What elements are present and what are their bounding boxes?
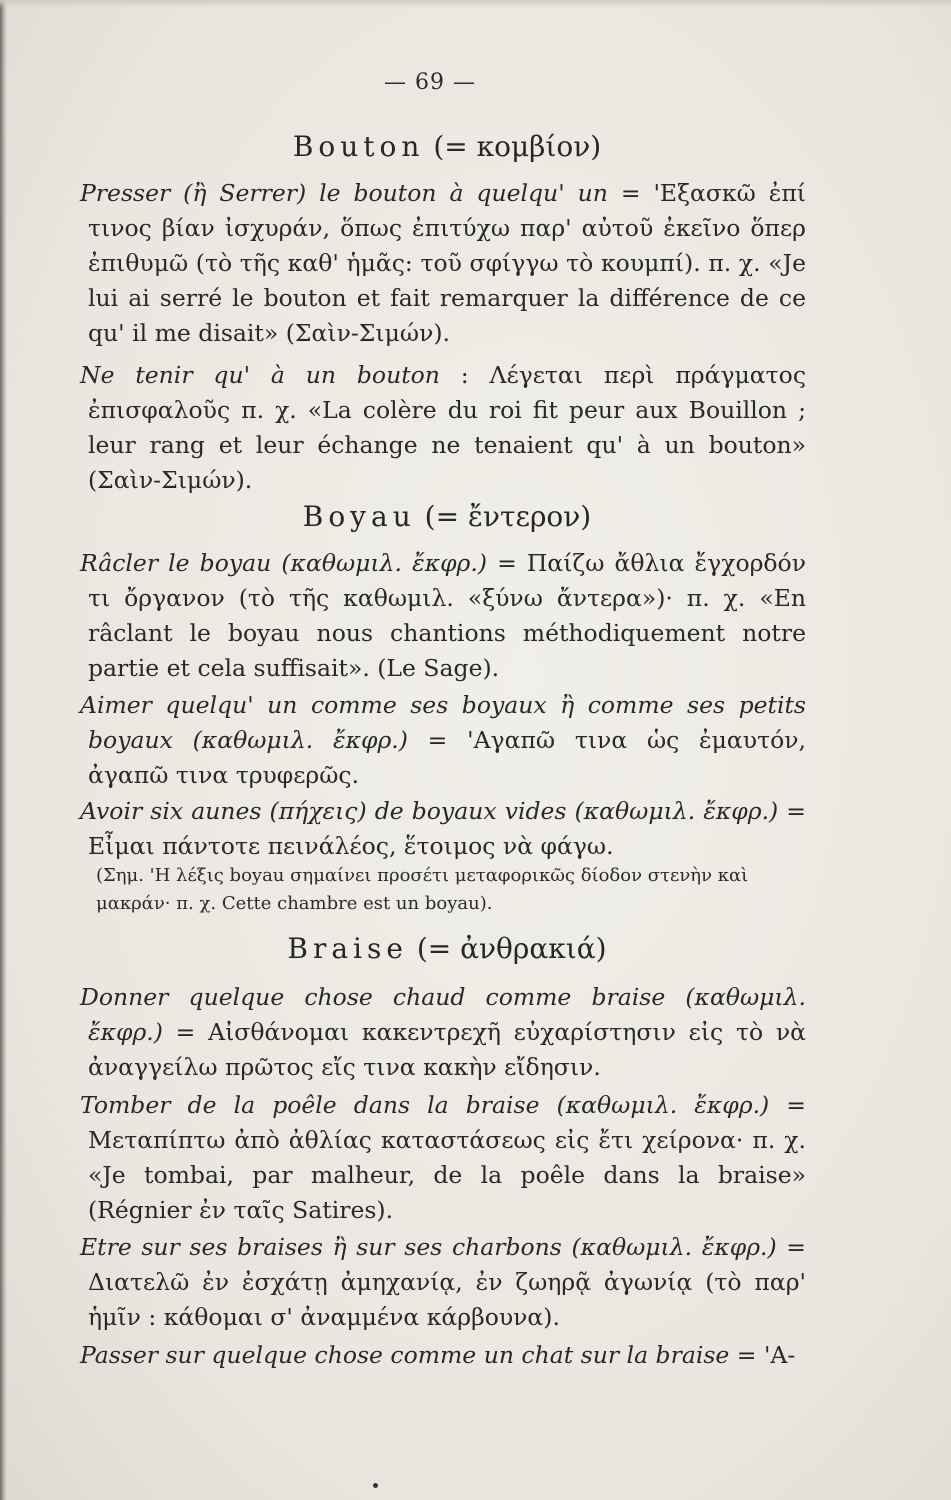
- heading-word: Boyau: [302, 500, 416, 533]
- entry-phrase: Râcler le boyau (καθωμιλ. ἔκφρ.): [80, 549, 488, 577]
- entry-body: = Μεταπίπτω ἀπὸ ἀθλίας καταστάσεως εἰς ἔτι χείρονα· π. χ. «Je tombai, par malheur, de la poêle dans la braise» (Régnier ἐν ταῖς Satires).: [88, 1091, 806, 1224]
- heading-gloss: (= κομβίον): [433, 130, 602, 163]
- page-number: — 69 —: [384, 70, 476, 95]
- heading-word: Braise: [287, 932, 408, 965]
- entry-phrase: Passer sur quelque chose comme un chat sur la braise: [80, 1341, 730, 1369]
- entry-body: = 'Α-: [729, 1341, 796, 1369]
- dictionary-entry: [80, 1338, 806, 1373]
- dictionary-entry: [80, 358, 806, 498]
- dictionary-entry: [80, 1088, 806, 1228]
- dictionary-entry: [80, 1230, 806, 1335]
- page-top-shadow: [0, 0, 951, 8]
- heading-gloss: (= ἔντερον): [424, 500, 592, 533]
- page-binding-shadow: [0, 0, 7, 1500]
- section-note: (Σημ. 'Η λέξις boyau σημαίνει προσέτι μεταφορικῶς δίοδον στενὴν καὶ μακράν· π. χ. Cette chambre est un boyau).: [96, 865, 749, 914]
- dictionary-entry: [80, 980, 806, 1085]
- section-heading-boyau: [88, 500, 806, 533]
- heading-word: Bouton: [292, 130, 425, 163]
- entry-body: = Παίζω ἄθλια ἔγχορδόν τι ὄργανον (τὸ τῆς καθωμιλ. «ξύνω ἄντερα»)· π. χ. «En râclant le boyau nous chantions méthodiquement notre partie et cela suffisait». (Le Sage).: [88, 549, 806, 682]
- entry-phrase: Donner quelque chose chaud comme braise (καθωμιλ. ἔκφρ.): [80, 983, 806, 1046]
- ink-speck: [373, 1483, 378, 1488]
- entry-body: = Διατελῶ ἐν ἐσχάτῃ ἀμηχανίᾳ, ἐν ζωηρᾷ ἀγωνίᾳ (τὸ παρ' ἡμῖν : κάθομαι σ' ἀναμμένα κάρβουνα).: [88, 1233, 806, 1331]
- entry-phrase: Ne tenir qu' à un bouton: [80, 361, 440, 389]
- entry-phrase: Tomber de la poêle dans la braise (καθωμιλ. ἔκφρ.): [80, 1091, 770, 1119]
- dictionary-entry: [80, 688, 806, 793]
- dictionary-entry: [80, 546, 806, 686]
- entry-body: = Αἰσθάνομαι κακεντρεχῆ εὐχαρίστησιν εἰς τὸ νὰ ἀναγγείλω πρῶτος εἴς τινα κακὴν εἴδησιν.: [88, 1018, 806, 1081]
- entry-body: = 'Εξασκῶ ἐπί τινος βίαν ἰσχυράν, ὅπως ἐπιτύχω παρ' αὐτοῦ ἐκεῖνο ὅπερ ἐπιθυμῶ (τὸ τῆς καθ' ἡμᾶς: τοῦ σφίγγω τὸ κουμπί). π. χ. «Je lui ai serré le bouton et fait remarquer la différence de ce qu' il me disait» (Σαὶν-Σιμών).: [88, 179, 806, 347]
- entry-body: : Λέγεται περὶ πράγματος ἐπισφαλοῦς π. χ. «La colère du roi fit peur aux Bouillon ; leur rang et leur échange ne tenaient qu' à un bouton» (Σαὶν-Σιμών).: [88, 361, 806, 494]
- entry-phrase: Presser (ἢ Serrer) le bouton à quelqu' un: [80, 179, 608, 207]
- dictionary-entry: [80, 176, 806, 351]
- entry-phrase: Etre sur ses braises ἢ sur ses charbons (καθωμιλ. ἔκφρ.): [80, 1233, 777, 1261]
- entry-phrase: Avoir six aunes (πήχεις) de boyaux vides (καθωμιλ. ἔκφρ.): [80, 797, 779, 825]
- entry-phrase: Aimer quelqu' un comme ses boyaux ἢ comme ses petits boyaux (καθωμιλ. ἔκφρ.): [80, 691, 806, 754]
- entry-body: = Εἶμαι πάντοτε πεινάλέος, ἕτοιμος νὰ φάγω.: [88, 797, 806, 860]
- entry-body: = 'Αγαπῶ τινα ὡς ἐμαυτόν, ἀγαπῶ τινα τρυφερῶς.: [88, 726, 806, 789]
- dictionary-entry: [80, 794, 806, 864]
- section-heading-braise: [88, 932, 806, 965]
- heading-gloss: (= ἀνθρακιά): [416, 932, 607, 965]
- section-heading-bouton: [88, 130, 806, 163]
